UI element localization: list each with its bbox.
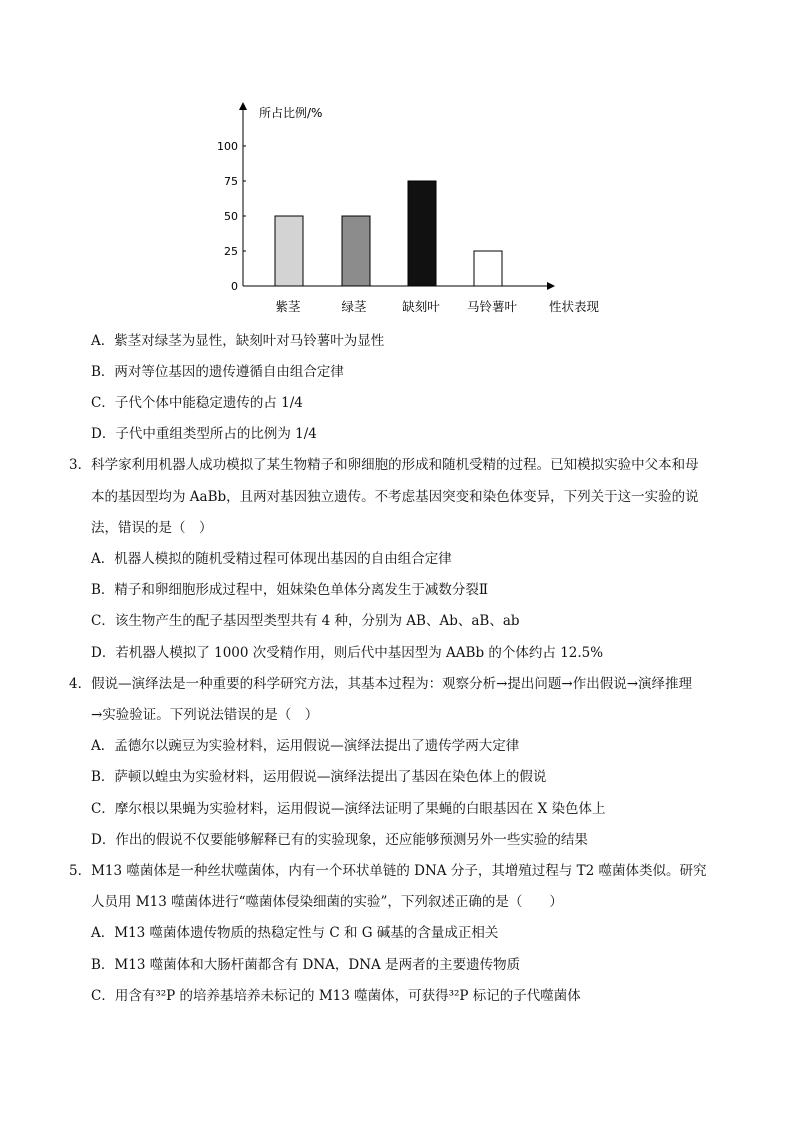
- q2-option-b: B．两对等位基因的遗传遵循自由组合定律: [91, 364, 344, 380]
- y-tick-label: 25: [224, 245, 238, 258]
- x-category-label: 绿茎: [341, 299, 367, 314]
- y-axis-label: 所占比例/%: [259, 106, 323, 120]
- bar-chart-svg: [200, 90, 620, 325]
- y-tick-label: 50: [224, 210, 238, 223]
- q4-option-b: B．萨顿以蝗虫为实验材料，运用假说—演绎法提出了基因在染色体上的假说: [91, 769, 547, 785]
- x-category-label: 紫茎: [275, 299, 301, 314]
- q3-stem-line-2: 本的基因型均为 AaBb，且两对基因独立遗传。不考虑基因突变和染色体变异，下列关于这一实验的说: [91, 489, 699, 505]
- q4-stem-line-1: 4．假说—演绎法是一种重要的科学研究方法，其基本过程为：观察分析→提出问题→作出假说→演绎推理: [69, 676, 693, 692]
- q3-option-b: B．精子和卵细胞形成过程中，姐妹染色单体分离发生于减数分裂Ⅱ: [91, 582, 489, 598]
- x-axis-label: 性状表现: [548, 299, 600, 314]
- q5-option-b: B．M13 噬菌体和大肠杆菌都含有 DNA，DNA 是两者的主要遗传物质: [91, 957, 521, 973]
- q5-option-a: A．M13 噬菌体遗传物质的热稳定性与 C 和 G 碱基的含量成正相关: [91, 925, 499, 941]
- y-axis-arrow: [239, 102, 247, 110]
- x-axis-arrow: [547, 282, 555, 290]
- q4-option-c: C．摩尔根以果蝇为实验材料，运用假说—演绎法证明了果蝇的白眼基因在 X 染色体上: [91, 801, 606, 817]
- q2-option-d: D．子代中重组类型所占的比例为 1/4: [91, 426, 317, 442]
- bar: [408, 181, 436, 286]
- q2-option-c: C．子代个体中能稳定遗传的占 1/4: [91, 395, 303, 411]
- bar: [342, 216, 370, 286]
- q5-stem-line-2: 人员用 M13 噬菌体进行“噬菌体侵染细菌的实验”，下列叙述正确的是（ ）: [91, 894, 563, 910]
- q5-option-c: C．用含有³²P 的培养基培养未标记的 M13 噬菌体，可获得³²P 标记的子代噬菌体: [91, 988, 581, 1004]
- q3-stem-line-3: 法，错误的是（ ）: [91, 520, 213, 536]
- bar: [474, 251, 502, 286]
- q3-option-d: D．若机器人模拟了 1000 次受精作用，则后代中基因型为 AABb 的个体约占 12.5%: [91, 645, 604, 661]
- x-category-label: 缺刻叶: [402, 299, 440, 314]
- x-category-label: 马铃薯叶: [466, 299, 518, 314]
- q4-option-a: A．孟德尔以豌豆为实验材料，运用假说—演绎法提出了遗传学两大定律: [91, 738, 520, 754]
- q2-option-a: A．紫茎对绿茎为显性，缺刻叶对马铃薯叶为显性: [91, 333, 385, 349]
- q4-stem-line-2: →实验验证。下列说法错误的是（ ）: [91, 707, 319, 723]
- q5-stem-line-1: 5．M13 噬菌体是一种丝状噬菌体，内有一个环状单链的 DNA 分子，其增殖过程与 T2 噬菌体类似。研究: [69, 863, 707, 879]
- q3-stem-line-1: 3．科学家利用机器人成功模拟了某生物精子和卵细胞的形成和随机受精的过程。已知模拟实验中父本和母: [69, 457, 699, 473]
- q3-option-c: C．该生物产生的配子基因型类型共有 4 种，分别为 AB、Ab、aB、ab: [91, 613, 520, 629]
- bar-chart: [200, 90, 620, 325]
- q3-option-a: A．机器人模拟的随机受精过程可体现出基因的自由组合定律: [91, 551, 452, 567]
- bar: [275, 216, 303, 286]
- q4-option-d: D．作出的假说不仅要能够解释已有的实验现象，还应能够预测另外一些实验的结果: [91, 832, 588, 848]
- y-tick-label: 75: [224, 175, 238, 188]
- y-tick-label: 100: [217, 140, 238, 153]
- y-tick-label: 0: [231, 280, 238, 293]
